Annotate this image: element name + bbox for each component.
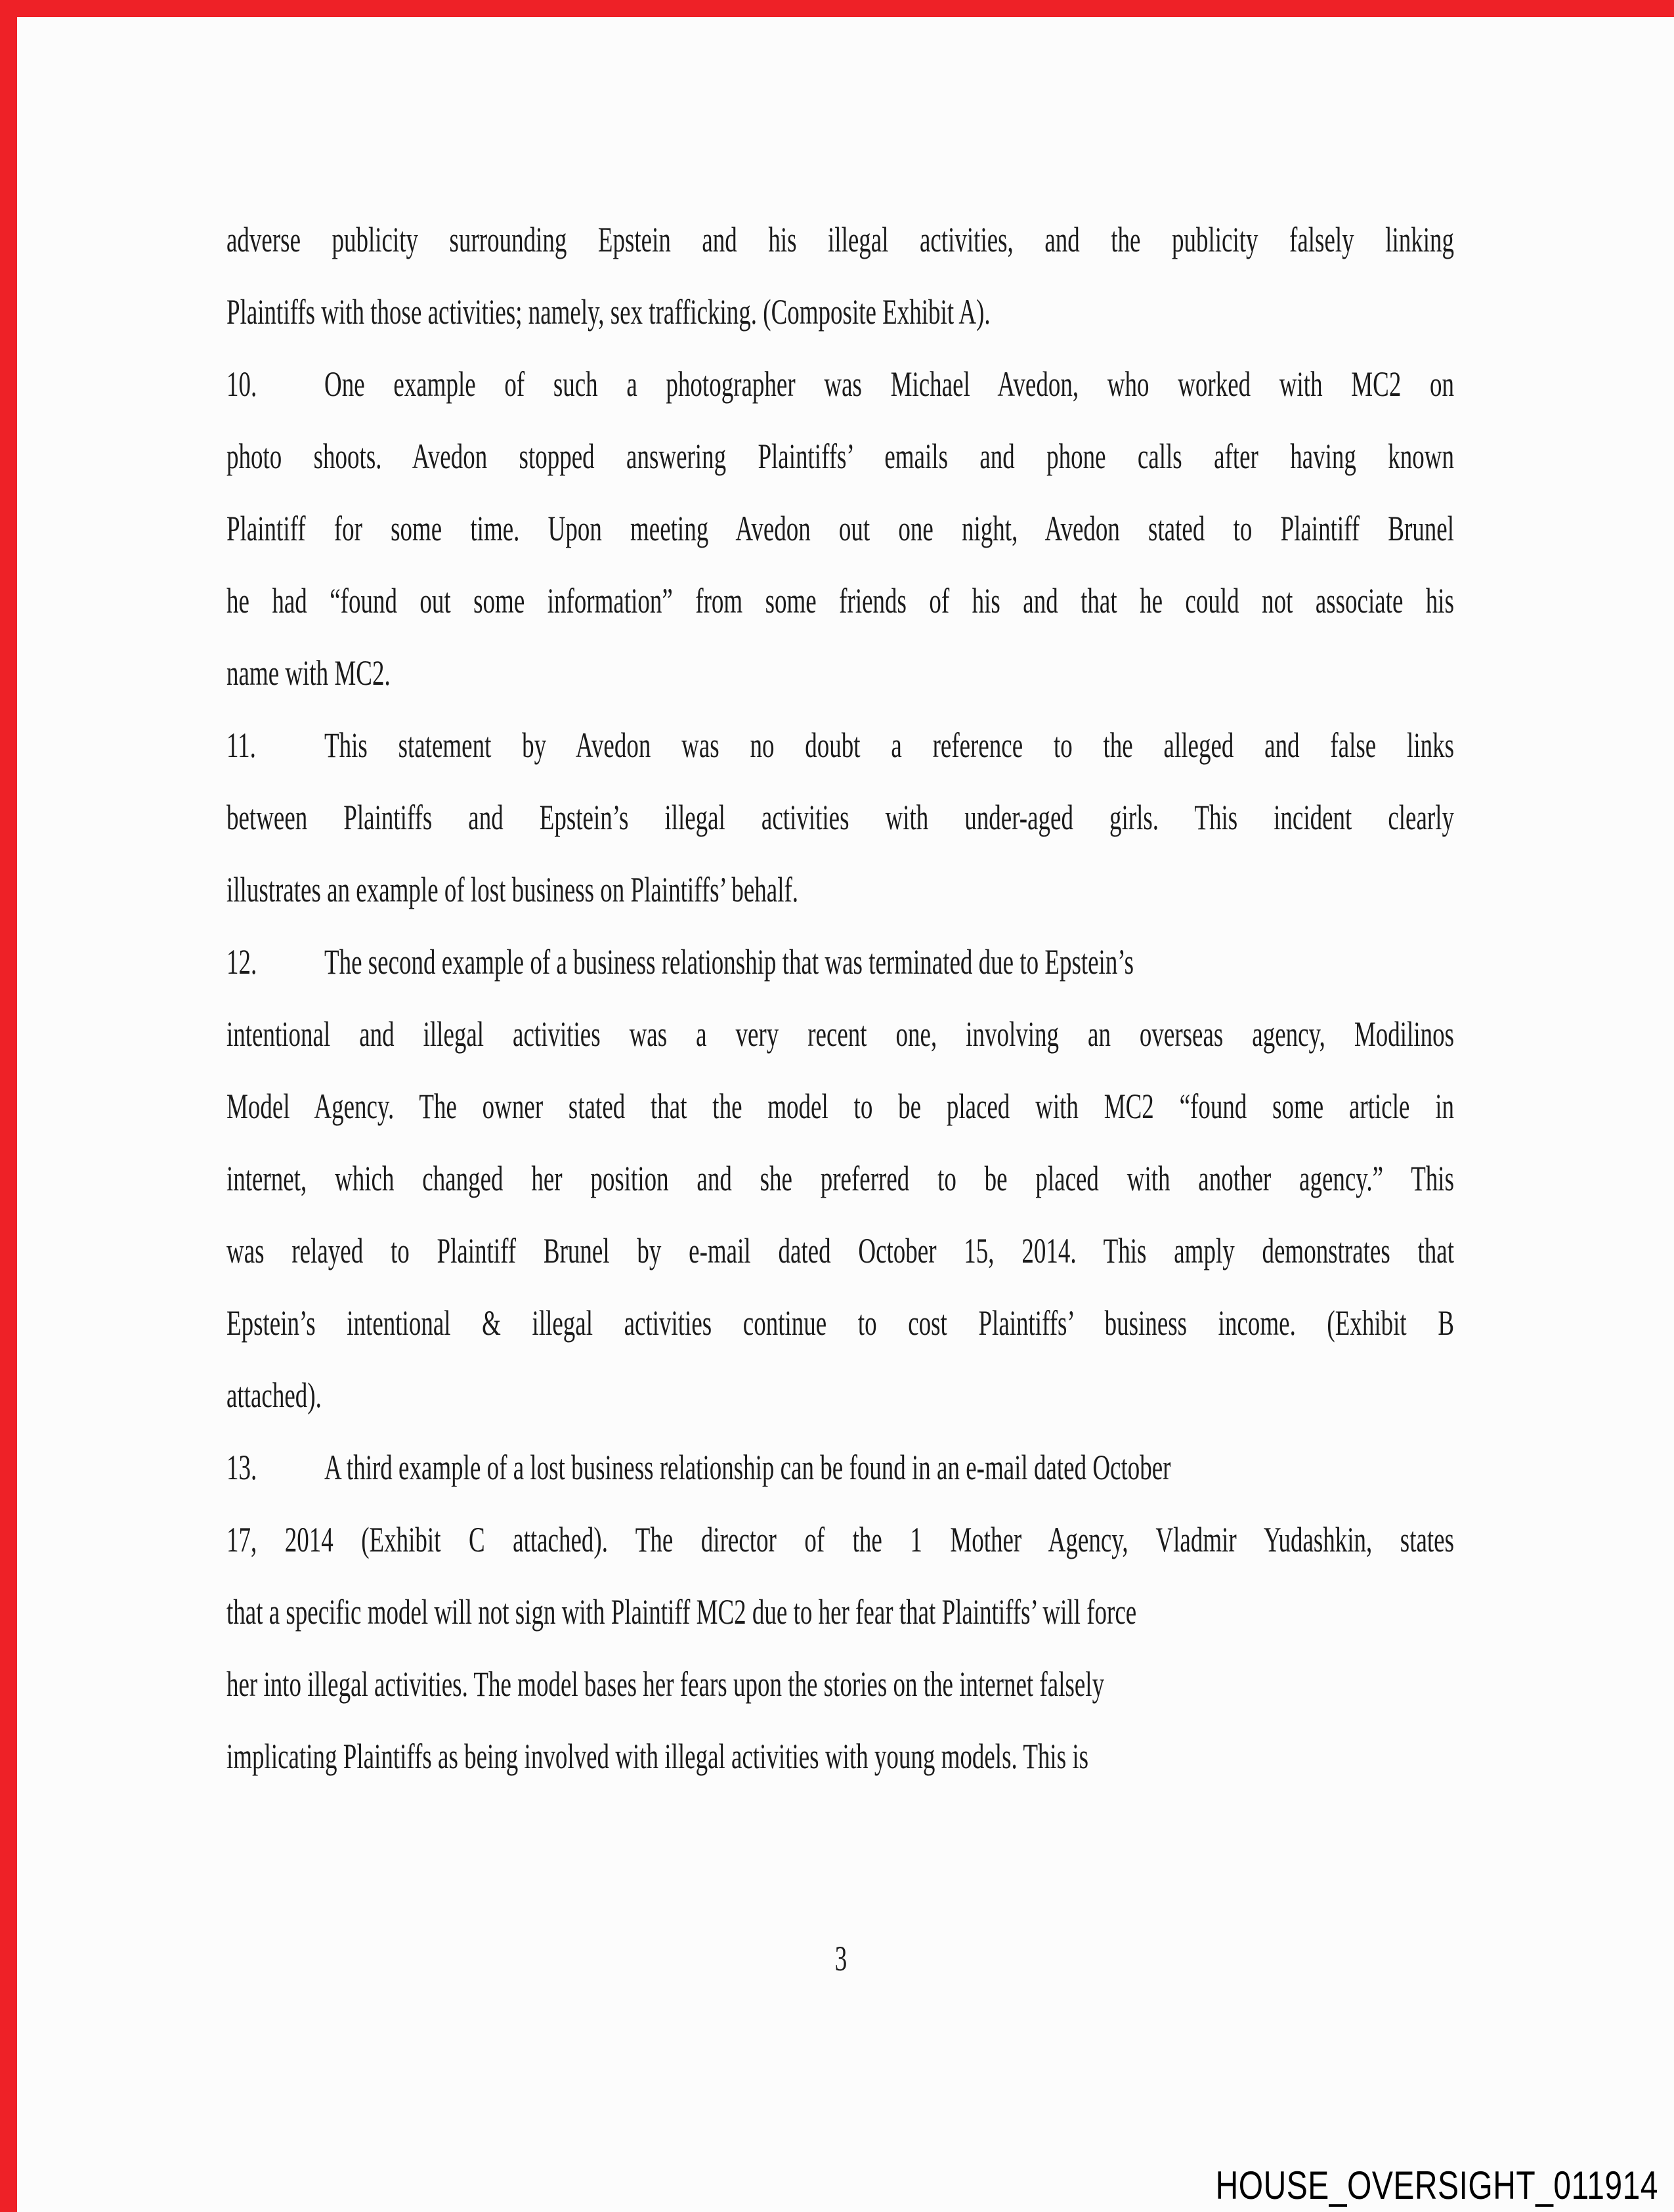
line-text: Plaintiffs with those activities; namely, sex trafficking. (Composite Exhibit A). xyxy=(226,293,991,332)
line-text: Epstein’s intentional & illegal activities continue to cost Plaintiffs’ business income. (Exhibit B xyxy=(226,1304,1454,1343)
scan-edge-left-bar xyxy=(0,0,17,2212)
page-number: 3 xyxy=(834,1940,848,1979)
line-text: was relayed to Plaintiff Brunel by e-mail dated October 15, 2014. This amply demonstrates that xyxy=(226,1232,1454,1271)
text-line xyxy=(226,1705,1454,1810)
line-text: A third example of a lost business relationship can be found in an e-mail dated October xyxy=(324,1448,1171,1488)
line-text: name with MC2. xyxy=(226,654,391,693)
bates-stamp: HOUSE_OVERSIGHT_011914 xyxy=(1215,2164,1658,2208)
line-text: photo shoots. Avedon stopped answering Plaintiffs’ emails and phone calls after having known xyxy=(226,437,1454,477)
paragraph-number: 12. xyxy=(226,943,257,982)
line-text: between Plaintiffs and Epstein’s illegal activities with under-aged girls. This incident clearly xyxy=(226,798,1454,838)
line-text: One example of such a photographer was Michael Avedon, who worked with MC2 on xyxy=(324,365,1454,404)
line-text: internet, which changed her position and she preferred to be placed with another agency.” This xyxy=(226,1160,1454,1199)
paragraph-number: 13. xyxy=(226,1448,257,1488)
scan-edge-top-bar xyxy=(0,0,1674,17)
line-text: intentional and illegal activities was a very recent one, involving an overseas agency, Modilinos xyxy=(226,1015,1454,1054)
line-text: implicating Plaintiffs as being involved with illegal activities with young models. This is xyxy=(226,1737,1089,1777)
line-text: Plaintiff for some time. Upon meeting Avedon out one night, Avedon stated to Plaintiff Brunel xyxy=(226,510,1454,549)
document-text xyxy=(226,205,1454,1794)
line-text: attached). xyxy=(226,1376,322,1416)
line-text: her into illegal activities. The model bases her fears upon the stories on the internet falsely xyxy=(226,1665,1105,1704)
line-text: adverse publicity surrounding Epstein and his illegal activities, and the publicity falsely linking xyxy=(226,221,1454,260)
line-text: that a specific model will not sign with Plaintiff MC2 due to her fear that Plaintiffs’ will force xyxy=(226,1593,1137,1632)
line-text: illustrates an example of lost business on Plaintiffs’ behalf. xyxy=(226,871,799,910)
line-text: This statement by Avedon was no doubt a reference to the alleged and false links xyxy=(324,726,1454,766)
paragraph-number: 11. xyxy=(226,726,256,766)
line-text: 17, 2014 (Exhibit C attached). The director of the 1 Mother Agency, Vladmir Yudashkin, states xyxy=(226,1521,1454,1560)
line-text: Model Agency. The owner stated that the model to be placed with MC2 “found some article in xyxy=(226,1087,1454,1127)
line-text: The second example of a business relationship that was terminated due to Epstein’s xyxy=(324,943,1134,982)
line-text: he had “found out some information” from some friends of his and that he could not associate his xyxy=(226,582,1454,621)
paragraph-number: 10. xyxy=(226,365,257,404)
